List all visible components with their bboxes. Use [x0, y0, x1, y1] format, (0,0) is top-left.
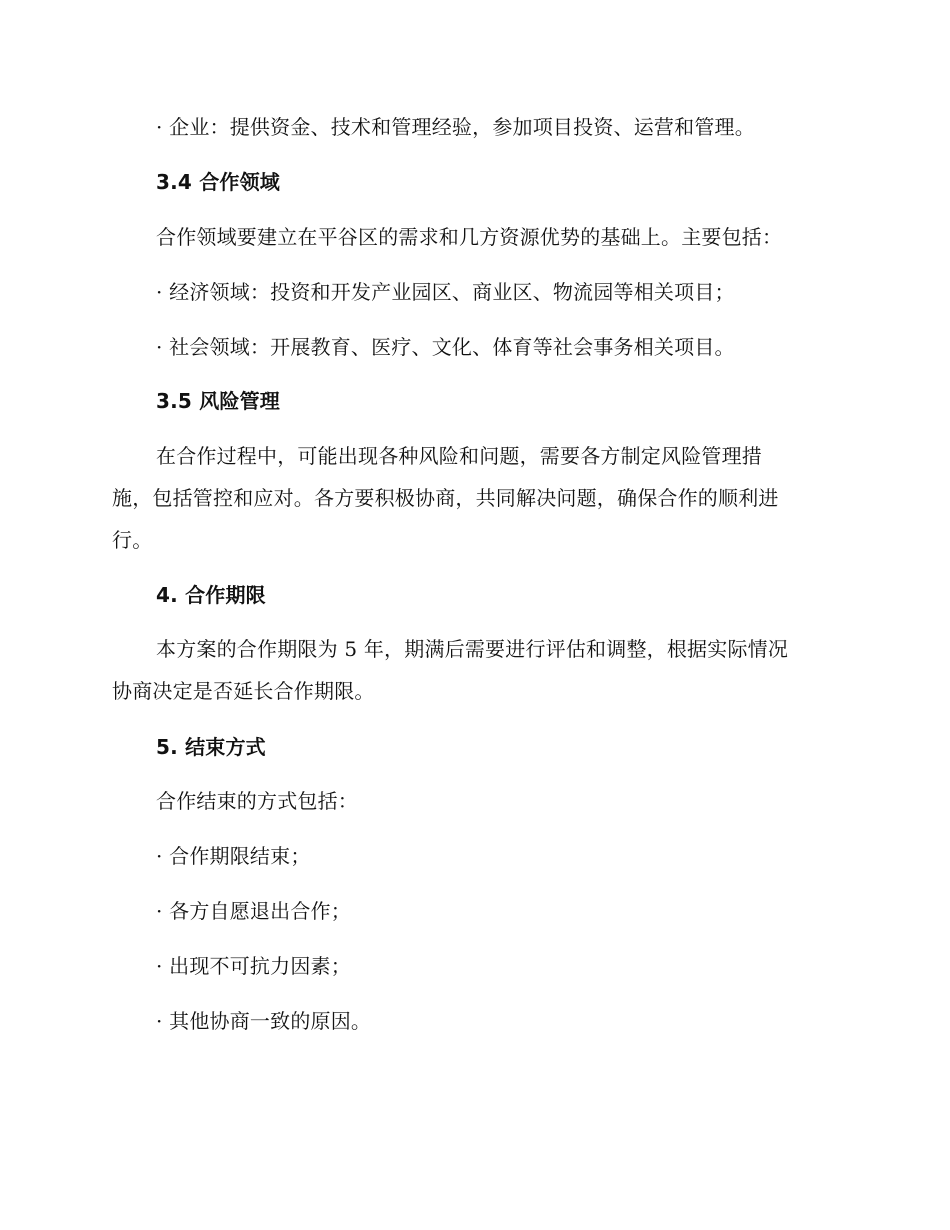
section-heading-3-5: 3.5 风险管理: [156, 389, 280, 413]
paragraph-field-intro: 合作领域要建立在平谷区的需求和几方资源优势的基础上。主要包括：: [156, 225, 783, 249]
bullet-enterprise: · 企业：提供资金、技术和管理经验，参加项目投资、运营和管理。: [156, 115, 755, 139]
bullet-end-force-majeure: · 出现不可抗力因素；: [156, 954, 351, 978]
paragraph-term-line-1: 本方案的合作期限为 5 年，期满后需要进行评估和调整，根据实际情况: [156, 637, 789, 661]
paragraph-risk-line-2: 施，包括管控和应对。各方要积极协商，共同解决问题，确保合作的顺利进: [112, 486, 779, 510]
section-heading-3-4: 3.4 合作领域: [156, 170, 280, 194]
bullet-end-voluntary-exit: · 各方自愿退出合作；: [156, 899, 351, 923]
bullet-economic-field: · 经济领域：投资和开发产业园区、商业区、物流园等相关项目；: [156, 280, 735, 304]
paragraph-term-line-2: 协商决定是否延长合作期限。: [112, 679, 375, 703]
bullet-social-field: · 社会领域：开展教育、医疗、文化、体育等社会事务相关项目。: [156, 335, 735, 359]
section-heading-4: 4. 合作期限: [156, 583, 266, 607]
paragraph-end-intro: 合作结束的方式包括：: [156, 789, 358, 813]
paragraph-risk-line-3: 行。: [112, 528, 153, 552]
section-heading-5: 5. 结束方式: [156, 735, 266, 759]
bullet-end-term-expired: · 合作期限结束；: [156, 844, 311, 868]
bullet-end-other: · 其他协商一致的原因。: [156, 1009, 372, 1033]
paragraph-risk-line-1: 在合作过程中，可能出现各种风险和问题，需要各方制定风险管理措: [156, 444, 762, 468]
